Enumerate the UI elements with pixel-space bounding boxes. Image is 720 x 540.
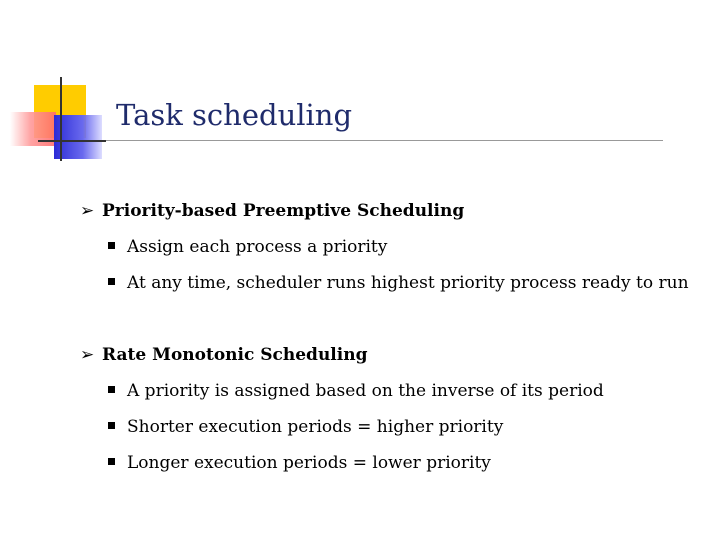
list-item <box>108 381 604 401</box>
list-item-text: Assign each process a priority <box>127 237 388 257</box>
list-item-text: A priority is assigned based on the inverse of its period <box>127 381 604 401</box>
title-underline-accent <box>38 140 106 142</box>
list-item <box>108 453 491 473</box>
list-item <box>108 417 503 437</box>
list-item-text: Longer execution periods = lower priority <box>127 453 491 473</box>
section-heading-text: Rate Monotonic Scheduling <box>102 345 368 365</box>
logo-vertical-line <box>60 77 62 161</box>
arrow-bullet-icon: ➢ <box>80 345 95 365</box>
arrow-bullet-icon: ➢ <box>80 201 95 221</box>
square-bullet-icon <box>108 422 115 429</box>
square-bullet-icon <box>108 386 115 393</box>
slide-title: Task scheduling <box>116 98 353 132</box>
square-bullet-icon <box>108 242 115 249</box>
title-underline <box>38 140 663 141</box>
section-heading-text: Priority-based Preemptive Scheduling <box>102 201 465 221</box>
list-item-text: Shorter execution periods = higher priority <box>127 417 504 437</box>
list-item <box>108 237 387 257</box>
square-bullet-icon <box>108 458 115 465</box>
section-heading-1 <box>80 201 464 221</box>
section-heading-2 <box>80 345 367 365</box>
list-item-text: At any time, scheduler runs highest priority process ready to run <box>127 273 689 293</box>
list-item <box>108 273 689 293</box>
square-bullet-icon <box>108 278 115 285</box>
